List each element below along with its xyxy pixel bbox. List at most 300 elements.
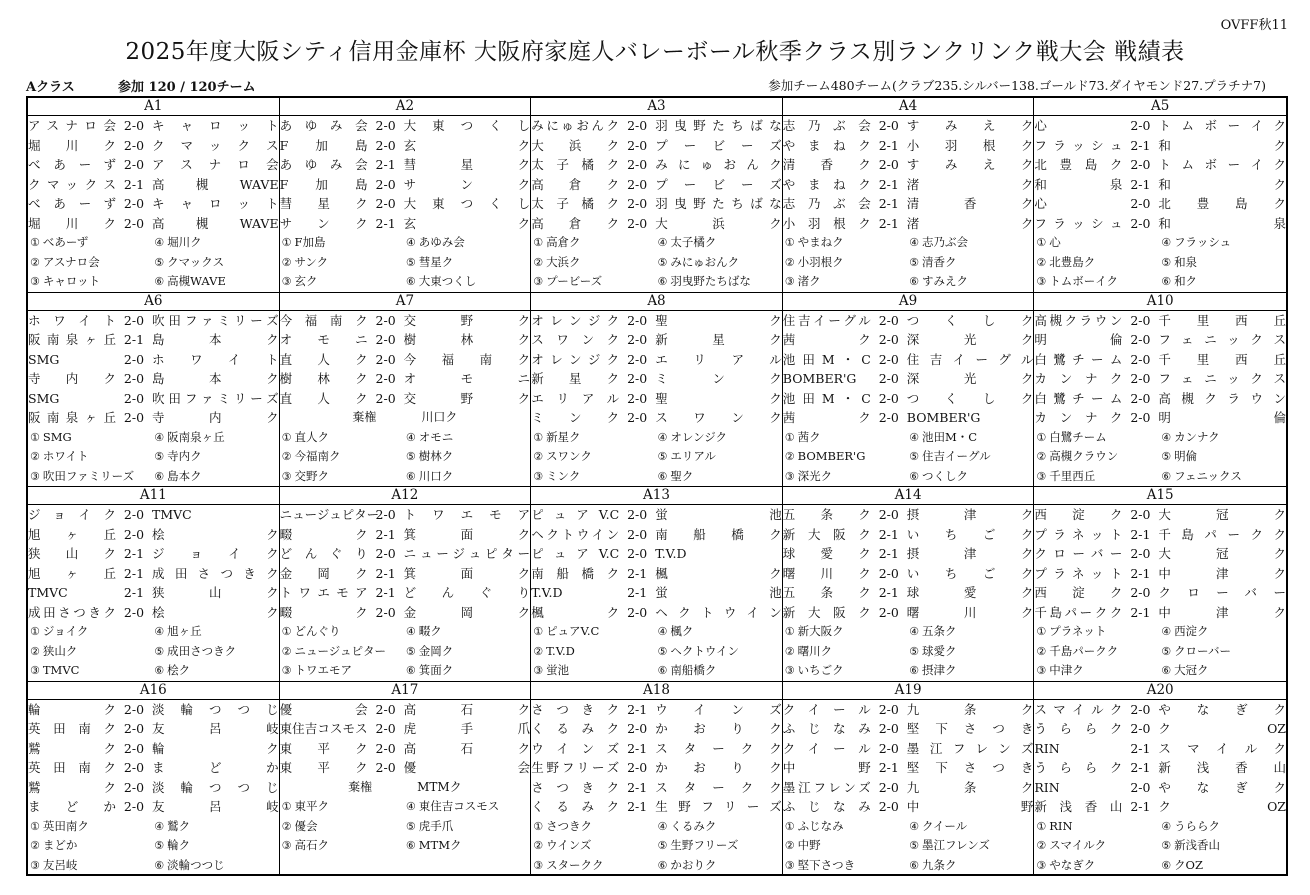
rank-number: ② (281, 819, 292, 833)
rank-team: ピュアV.C (546, 624, 600, 638)
rank-entry (282, 428, 406, 448)
team-home: カンナク (1034, 410, 1123, 425)
match-row (1034, 214, 1286, 234)
rank-number: ③ (1036, 858, 1047, 872)
team-home: F加島 (279, 176, 368, 192)
match-row (280, 525, 531, 545)
match-row (1034, 583, 1286, 603)
match-row (1034, 603, 1286, 623)
match-score: 2-0 (375, 118, 396, 133)
team-away: どんぐり (403, 585, 531, 600)
rank-entry (909, 467, 1033, 487)
rank-entry (30, 233, 154, 253)
team-home: 清香ク (782, 157, 871, 172)
match-score: 2-0 (123, 390, 145, 406)
rank-team: 金岡ク (418, 643, 454, 658)
rank-entry (909, 622, 1033, 642)
team-away: 明倫 (1158, 410, 1286, 425)
team-away: 吹田ファミリーズ (152, 312, 279, 328)
match-score: 2-0 (1130, 585, 1151, 600)
rank-number: ⑥ (1161, 664, 1172, 677)
team-away: 樹林ク (403, 332, 531, 347)
block-title: A15 (1034, 487, 1286, 505)
match-row (783, 389, 1034, 409)
rank-entry (657, 836, 781, 856)
rank-team: 今福南ク (294, 449, 341, 463)
rank-team: 成田さつきク (167, 643, 237, 658)
rank-team: 輪ク (167, 838, 191, 852)
rank-team: 和泉 (1174, 254, 1198, 269)
team-away: 交野ク (403, 312, 531, 328)
rank-team: 畷ク (418, 624, 442, 638)
rankings (1034, 233, 1286, 292)
team-away: 優会 (403, 760, 531, 775)
match-score: 2-1 (627, 799, 648, 814)
rankings (280, 622, 531, 681)
team-away: ニュージュピター (403, 546, 531, 561)
match-score: 2-1 (878, 137, 899, 153)
rank-team: 狭山ク (42, 643, 78, 658)
match-score: 2-0 (627, 215, 648, 231)
rank-team: 清香ク (921, 254, 957, 269)
match-row (783, 330, 1034, 350)
rank-number: ③ (533, 275, 544, 288)
team-away: 楓ク (655, 565, 782, 581)
team-home: スワンク (531, 332, 620, 347)
team-home: T.V.D (531, 585, 563, 600)
team-away: 和泉 (1158, 215, 1286, 231)
block-a11 (28, 487, 280, 682)
rank-number: ④ (154, 430, 165, 444)
rankings (783, 233, 1034, 292)
team-home: 曙川ク (782, 565, 871, 581)
rankings (783, 428, 1034, 487)
rank-team: クイール (921, 818, 968, 833)
rank-entry (533, 253, 657, 273)
rankings (1034, 622, 1286, 681)
rankings (531, 428, 782, 487)
team-home: TMVC (28, 585, 68, 600)
match-row (28, 525, 279, 545)
team-away: 南船橋ク (655, 526, 782, 542)
rank-team: クマックス (167, 254, 225, 269)
rank-entry (30, 447, 154, 467)
match-row (531, 778, 782, 798)
match-score: 2-1 (878, 215, 899, 231)
rank-number: ② (784, 839, 795, 852)
match-score: 2-0 (1130, 332, 1151, 347)
rank-team: 五条ク (921, 624, 957, 638)
block-title: A3 (531, 98, 782, 116)
team-away: やなぎク (1158, 701, 1286, 717)
match-row (783, 350, 1034, 370)
rank-number: ② (1036, 255, 1047, 269)
team-home: 金岡ク (279, 565, 368, 581)
rank-entry (30, 642, 154, 662)
rank-entry (282, 233, 406, 253)
team-home: やまねク (782, 176, 871, 192)
match-score: 2-0 (123, 740, 145, 756)
team-home: クマックス (28, 176, 116, 192)
rank-entry (785, 467, 909, 487)
rankings (280, 233, 531, 292)
rank-team: 箕面ク (418, 663, 454, 677)
rank-team: 交野ク (294, 468, 329, 483)
rank-team: 明倫 (1174, 449, 1198, 463)
team-home: 志乃ぶ会 (782, 196, 871, 211)
rank-entry (406, 817, 530, 837)
match-score: 2-0 (123, 118, 145, 133)
rank-team: ウインズ (546, 838, 592, 852)
team-home: 英田南ク (28, 760, 116, 775)
match-score: 2-1 (627, 565, 648, 581)
match-score: 2-0 (1130, 118, 1151, 133)
match-row (28, 369, 279, 389)
match-row (280, 739, 531, 759)
team-home: スマイルク (1034, 701, 1123, 717)
match-score: 2-1 (123, 585, 145, 600)
match-score: 2-1 (878, 585, 899, 600)
match-row (1034, 797, 1286, 817)
match-row (28, 116, 279, 136)
rank-team: 深光ク (797, 468, 833, 483)
match-row (280, 350, 531, 370)
match-score: 2-0 (1130, 215, 1151, 231)
team-home: 心 (1034, 196, 1047, 211)
rank-number: ④ (405, 800, 416, 813)
rank-team: トムボーイク (1049, 274, 1119, 288)
rank-number: ④ (405, 236, 416, 249)
team-home: 英田南ク (28, 721, 116, 736)
block-a1 (28, 98, 280, 293)
match-row (280, 389, 531, 409)
match-score: 2-0 (375, 351, 396, 367)
rank-team: 大冠ク (1174, 663, 1209, 677)
team-home: うららク (1034, 760, 1123, 775)
rank-entry (1036, 272, 1161, 292)
team-home: 彗星ク (279, 196, 368, 211)
team-away: ヘクトウイン (655, 604, 782, 620)
rank-number: ⑥ (909, 858, 919, 872)
team-away: 大東つくし (403, 118, 531, 133)
match-score: 2-0 (627, 507, 648, 522)
rank-entry (533, 428, 657, 448)
rank-team: トワエモア (294, 663, 352, 677)
team-home: さつきク (531, 701, 620, 717)
rank-team: ジョイク (42, 624, 89, 638)
rank-team: べあーず (42, 235, 89, 249)
rank-entry (533, 836, 657, 856)
match-row (28, 797, 279, 817)
team-home: トワエモア (279, 585, 368, 600)
match-row (28, 155, 279, 175)
match-row (783, 719, 1034, 739)
match-row (28, 739, 279, 759)
match-score: 2-0 (375, 701, 396, 717)
rank-team: 東平ク (294, 799, 329, 813)
rank-team: クローバー (1174, 643, 1231, 658)
team-home: 生野フリーズ (531, 760, 620, 775)
match-row (280, 564, 531, 584)
rank-team: 曙川ク (797, 643, 833, 658)
rank-team: 高倉ク (546, 235, 581, 249)
match-score: 2-0 (375, 760, 396, 775)
block-title: A19 (783, 682, 1034, 700)
team-away: 桧ク (152, 604, 279, 620)
team-away: 千島パークク (1158, 526, 1286, 542)
rank-team: ホワイト (42, 449, 89, 463)
rank-entry (154, 447, 278, 467)
team-away: アスナロ会 (152, 157, 279, 172)
rank-entry (1161, 622, 1286, 642)
rank-entry (1161, 642, 1286, 662)
match-row (783, 544, 1034, 564)
team-home: べあーず (28, 157, 116, 172)
team-away: TMVC (152, 507, 192, 522)
participation-summary: 参加チーム480チーム(クラブ235.シルバー138.ゴールド73.ダイヤモンド27.プラチナ7) (768, 78, 1266, 93)
rank-entry (154, 467, 278, 487)
match-row (28, 408, 279, 428)
match-score: 2-0 (878, 604, 899, 620)
match-score: 2-0 (375, 312, 396, 328)
team-away: 友呂岐 (152, 721, 279, 736)
rank-number: ④ (405, 430, 416, 444)
match-score: 2-0 (123, 351, 145, 367)
team-away: キャロット (152, 118, 279, 133)
match-row (280, 603, 531, 623)
team-home: 五条ク (782, 585, 871, 600)
rank-team: 千島パークク (1049, 643, 1119, 658)
rank-number: ① (281, 430, 292, 444)
block-a16 (28, 682, 280, 876)
rank-number: ① (784, 819, 795, 833)
team-away: 狭山ク (152, 585, 279, 600)
rank-entry (785, 661, 909, 681)
match-row (1034, 194, 1286, 214)
team-away: 蛍池 (655, 507, 782, 522)
forfeit-team: 川口ク (421, 410, 458, 424)
team-away: 友呂岐 (152, 799, 279, 814)
rank-number: ⑥ (154, 858, 165, 872)
match-row (1034, 505, 1286, 525)
match-score: 2-0 (627, 137, 648, 153)
match-score: 2-0 (123, 312, 145, 328)
rank-number: ④ (657, 625, 668, 638)
rank-team: 太子橘ク (670, 235, 717, 249)
match-row (783, 797, 1034, 817)
rank-team: 川口ク (418, 468, 454, 483)
match-score: 2-0 (878, 351, 899, 367)
rank-entry (406, 642, 530, 662)
rank-entry (282, 836, 406, 856)
results-grid (26, 96, 1288, 876)
rank-team: くるみク (670, 818, 717, 833)
team-home: 球愛ク (782, 546, 871, 561)
rank-number: ⑥ (154, 275, 165, 288)
rank-number: ② (281, 644, 292, 658)
match-row (280, 311, 531, 331)
block-a4 (783, 98, 1035, 293)
team-home: 阪南泉ヶ丘 (28, 332, 116, 347)
team-away: つくしク (906, 312, 1034, 328)
team-away: 淡輪つつじ (152, 701, 279, 717)
team-away: プービーズ (655, 176, 782, 192)
rank-number: ② (533, 839, 544, 852)
match-score: 2-1 (1130, 526, 1151, 542)
team-away: 成田さつきク (152, 565, 279, 581)
team-home: ホワイト (28, 312, 116, 328)
match-score: 2-0 (878, 118, 899, 133)
match-row (280, 700, 531, 720)
rank-entry (657, 817, 781, 837)
rank-number: ③ (1036, 664, 1047, 677)
team-away: 輪ク (152, 740, 279, 756)
rank-number: ③ (281, 839, 292, 852)
rank-team: MTMク (418, 838, 462, 852)
rank-number: ② (30, 255, 40, 269)
match-score: 2-1 (1130, 137, 1151, 153)
match-row (531, 155, 782, 175)
rank-number: ② (784, 255, 795, 269)
rank-entry (657, 428, 781, 448)
match-row (28, 330, 279, 350)
match-row (531, 136, 782, 156)
team-home: F加島 (279, 137, 368, 153)
rank-entry (282, 272, 406, 292)
match-score: 2-0 (878, 565, 899, 581)
match-score: 2-1 (1130, 799, 1151, 814)
block-a7 (280, 293, 532, 488)
team-away: 九条ク (906, 779, 1034, 795)
match-score: 2-1 (627, 740, 648, 756)
rank-team: プービーズ (546, 274, 603, 288)
rankings (531, 622, 782, 681)
team-home: くるみク (531, 721, 620, 736)
rank-entry (657, 467, 781, 487)
rank-entry (30, 272, 154, 292)
team-away: 新浅香山 (1158, 760, 1286, 775)
match-row (783, 758, 1034, 778)
match-score: 2-0 (123, 215, 145, 231)
block-title: A20 (1034, 682, 1286, 700)
rank-number: ⑥ (657, 469, 668, 483)
rank-team: 摂津ク (921, 663, 957, 677)
team-home: 茜ク (782, 410, 871, 425)
team-away: 生野フリーズ (655, 799, 782, 814)
team-home: 成田さつきク (28, 604, 116, 620)
rank-team: 淡輪つつじ (167, 857, 225, 872)
rank-number: ④ (909, 625, 919, 638)
match-score: 2-0 (878, 507, 899, 522)
match-score: 2-0 (878, 157, 899, 172)
team-home: オレンジク (531, 312, 620, 328)
team-away: すみえク (906, 157, 1034, 172)
match-score: 2-1 (627, 701, 648, 717)
forfeit-team: MTMク (417, 779, 462, 794)
rank-entry (785, 622, 909, 642)
rank-entry (1161, 272, 1286, 292)
match-row (531, 739, 782, 759)
match-row (1034, 700, 1286, 720)
team-home: 新大阪ク (782, 604, 871, 620)
block-title: A2 (280, 98, 531, 116)
rank-entry (909, 661, 1033, 681)
match-score: 2-0 (123, 410, 145, 425)
match-score: 2-0 (627, 118, 648, 133)
match-score: 2-0 (1130, 507, 1151, 522)
team-home: 茜ク (782, 332, 871, 347)
match-row (28, 564, 279, 584)
match-score: 2-0 (627, 351, 648, 367)
rank-team: オモニ (418, 429, 454, 444)
match-row (28, 389, 279, 409)
rank-team: クOZ (1174, 857, 1203, 872)
team-home: べあーず (28, 196, 116, 211)
sub-header (26, 76, 1288, 94)
team-away: スタークク (655, 740, 782, 756)
team-away: 高石ク (403, 701, 531, 717)
rank-entry (154, 253, 278, 273)
match-row (28, 350, 279, 370)
rank-number: ③ (30, 469, 40, 483)
team-away: 大東つくし (403, 196, 531, 211)
team-home: 狭山ク (28, 546, 116, 561)
match-row (531, 525, 782, 545)
rank-team: サンク (294, 254, 329, 269)
rank-entry (909, 233, 1033, 253)
rank-team: 南船橋ク (670, 663, 717, 677)
rank-entry (30, 661, 154, 681)
rank-number: ① (533, 430, 544, 444)
rank-number: ⑥ (657, 664, 668, 677)
team-home: 小羽根ク (782, 215, 871, 231)
rank-team: まどか (42, 838, 78, 852)
rank-entry (154, 661, 278, 681)
rankings (531, 817, 782, 876)
rank-team: つくしク (921, 468, 968, 483)
rank-number: ② (533, 644, 544, 658)
match-row (280, 583, 531, 603)
block-a12 (280, 487, 532, 682)
team-away: 高槻クラウン (1158, 390, 1286, 406)
team-away: 交野ク (403, 390, 531, 406)
rank-number: ⑥ (657, 275, 668, 288)
match-row (531, 408, 782, 428)
rank-team: 虎手爪 (418, 818, 454, 833)
team-home: さつきク (531, 779, 620, 795)
rank-entry (154, 836, 278, 856)
match-row (531, 505, 782, 525)
team-home: 白鷺チーム (1034, 390, 1123, 406)
forfeit-note (280, 408, 531, 428)
team-away: クOZ (1158, 721, 1286, 736)
rank-entry (282, 817, 406, 837)
rank-number: ③ (784, 858, 795, 872)
match-row (1034, 778, 1286, 798)
team-home: 樹林ク (279, 371, 368, 386)
rank-entry (406, 233, 530, 253)
rank-team: 彗星ク (418, 254, 454, 269)
match-row (28, 136, 279, 156)
rank-entry (1036, 642, 1161, 662)
match-score: 2-1 (123, 565, 145, 581)
rank-number: ④ (1161, 236, 1172, 249)
match-row (1034, 116, 1286, 136)
team-home: 阪南泉ヶ丘 (28, 410, 116, 425)
team-away: サンク (403, 176, 531, 192)
team-home: 大浜ク (531, 137, 620, 153)
team-home: 畷ク (279, 604, 368, 620)
